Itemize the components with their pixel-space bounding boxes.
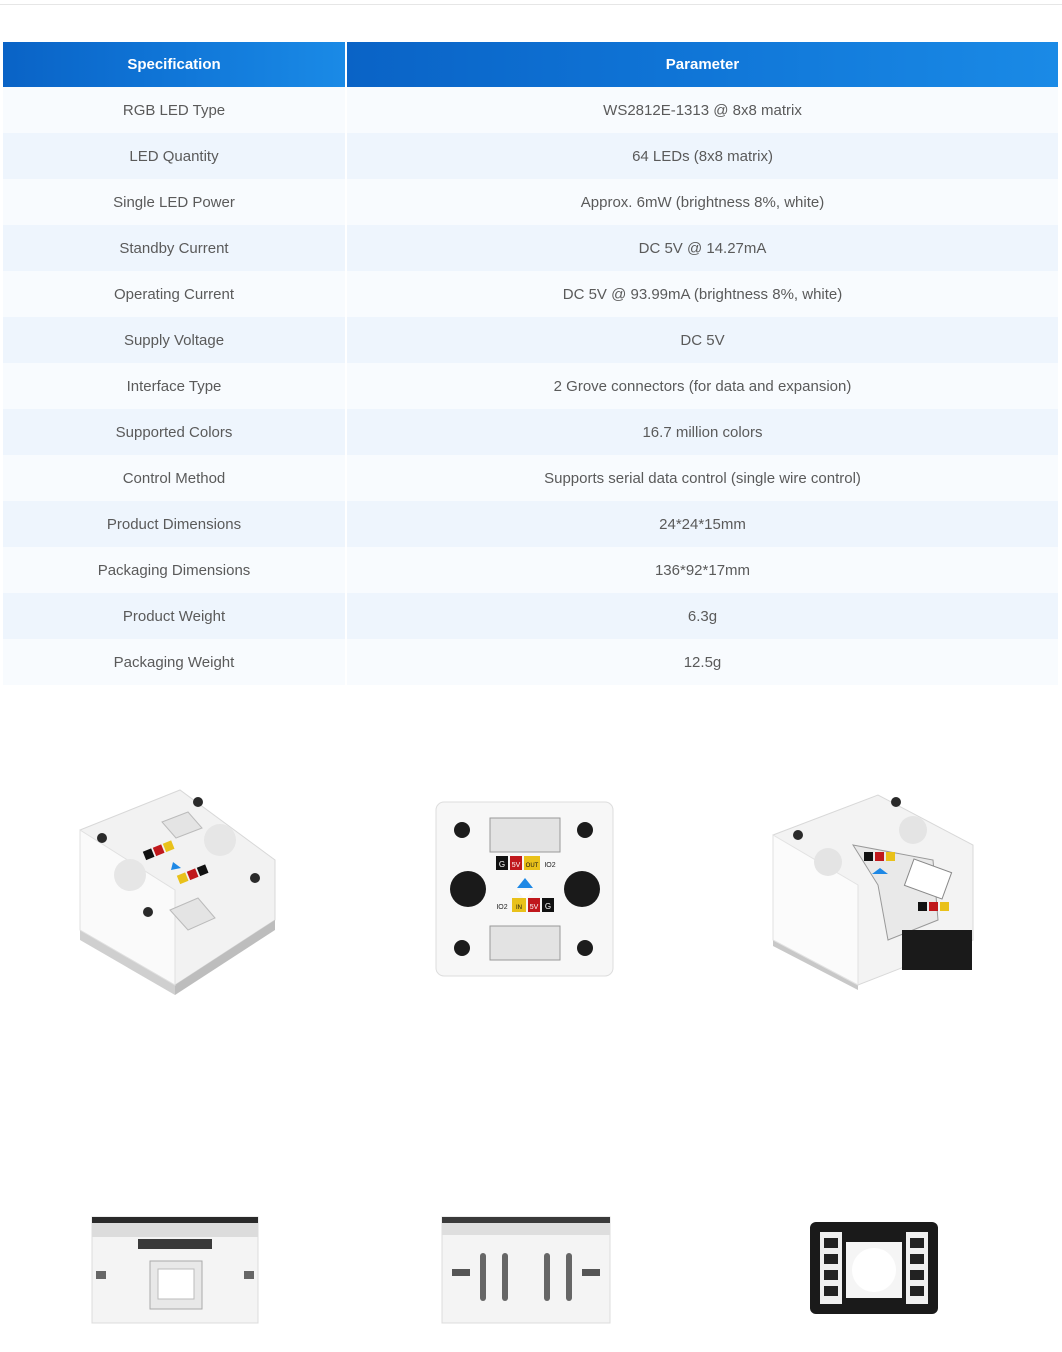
spec-name: Supply Voltage xyxy=(3,317,347,363)
table-row xyxy=(3,363,1058,409)
spec-value: 24*24*15mm xyxy=(347,501,1058,547)
spec-value: DC 5V @ 93.99mA (brightness 8%, white) xyxy=(347,271,1058,317)
header-specification: Specification xyxy=(3,42,347,87)
pin-label-g-out: G xyxy=(498,860,506,869)
pin-label-g-in: G xyxy=(544,902,552,911)
spec-name: Standby Current xyxy=(3,225,347,271)
spec-name: Product Weight xyxy=(3,593,347,639)
pin-label-in: IN xyxy=(516,905,522,911)
table-row xyxy=(3,133,1058,179)
spec-name: Interface Type xyxy=(3,363,347,409)
pin-label-5v-in: 5V xyxy=(529,904,539,911)
table-row xyxy=(3,455,1058,501)
table-row xyxy=(3,271,1058,317)
spec-value: 136*92*17mm xyxy=(347,547,1058,593)
pin-label-io2-in: IO2 xyxy=(496,904,508,911)
spec-name: Product Dimensions xyxy=(3,501,347,547)
spec-value: DC 5V @ 14.27mA xyxy=(347,225,1058,271)
spec-table xyxy=(3,42,1058,685)
spec-value: 16.7 million colors xyxy=(347,409,1058,455)
product-photo-end-view xyxy=(806,1218,942,1318)
spec-name: Operating Current xyxy=(3,271,347,317)
table-row xyxy=(3,501,1058,547)
top-divider xyxy=(0,4,1062,5)
table-row xyxy=(3,409,1058,455)
spec-value: 2 Grove connectors (for data and expansion) xyxy=(347,363,1058,409)
product-photo-isometric-front xyxy=(70,780,280,1000)
spec-value: DC 5V xyxy=(347,317,1058,363)
table-row xyxy=(3,179,1058,225)
spec-name: Control Method xyxy=(3,455,347,501)
spec-name: Single LED Power xyxy=(3,179,347,225)
spec-value: Approx. 6mW (brightness 8%, white) xyxy=(347,179,1058,225)
table-row xyxy=(3,317,1058,363)
pin-label-out: OUT xyxy=(525,863,539,869)
table-row xyxy=(3,639,1058,685)
table-row xyxy=(3,547,1058,593)
table-row xyxy=(3,225,1058,271)
header-parameter: Parameter xyxy=(347,42,1058,87)
spec-value: 64 LEDs (8x8 matrix) xyxy=(347,133,1058,179)
pin-label-io2-out: IO2 xyxy=(544,862,556,869)
spec-value: WS2812E-1313 @ 8x8 matrix xyxy=(347,87,1058,133)
product-photo-isometric-side xyxy=(768,790,980,990)
pin-label-5v-out: 5V xyxy=(511,862,521,869)
spec-value: 6.3g xyxy=(347,593,1058,639)
product-photo-side-vents xyxy=(440,1215,612,1325)
spec-value: 12.5g xyxy=(347,639,1058,685)
product-photo-bottom-view xyxy=(432,798,617,980)
spec-name: RGB LED Type xyxy=(3,87,347,133)
spec-name: LED Quantity xyxy=(3,133,347,179)
spec-name: Packaging Dimensions xyxy=(3,547,347,593)
spec-name: Packaging Weight xyxy=(3,639,347,685)
product-photo-side-connector xyxy=(90,1215,260,1325)
spec-name: Supported Colors xyxy=(3,409,347,455)
table-row xyxy=(3,593,1058,639)
spec-value: Supports serial data control (single wire control) xyxy=(347,455,1058,501)
table-row xyxy=(3,87,1058,133)
table-header-row xyxy=(3,42,1058,87)
